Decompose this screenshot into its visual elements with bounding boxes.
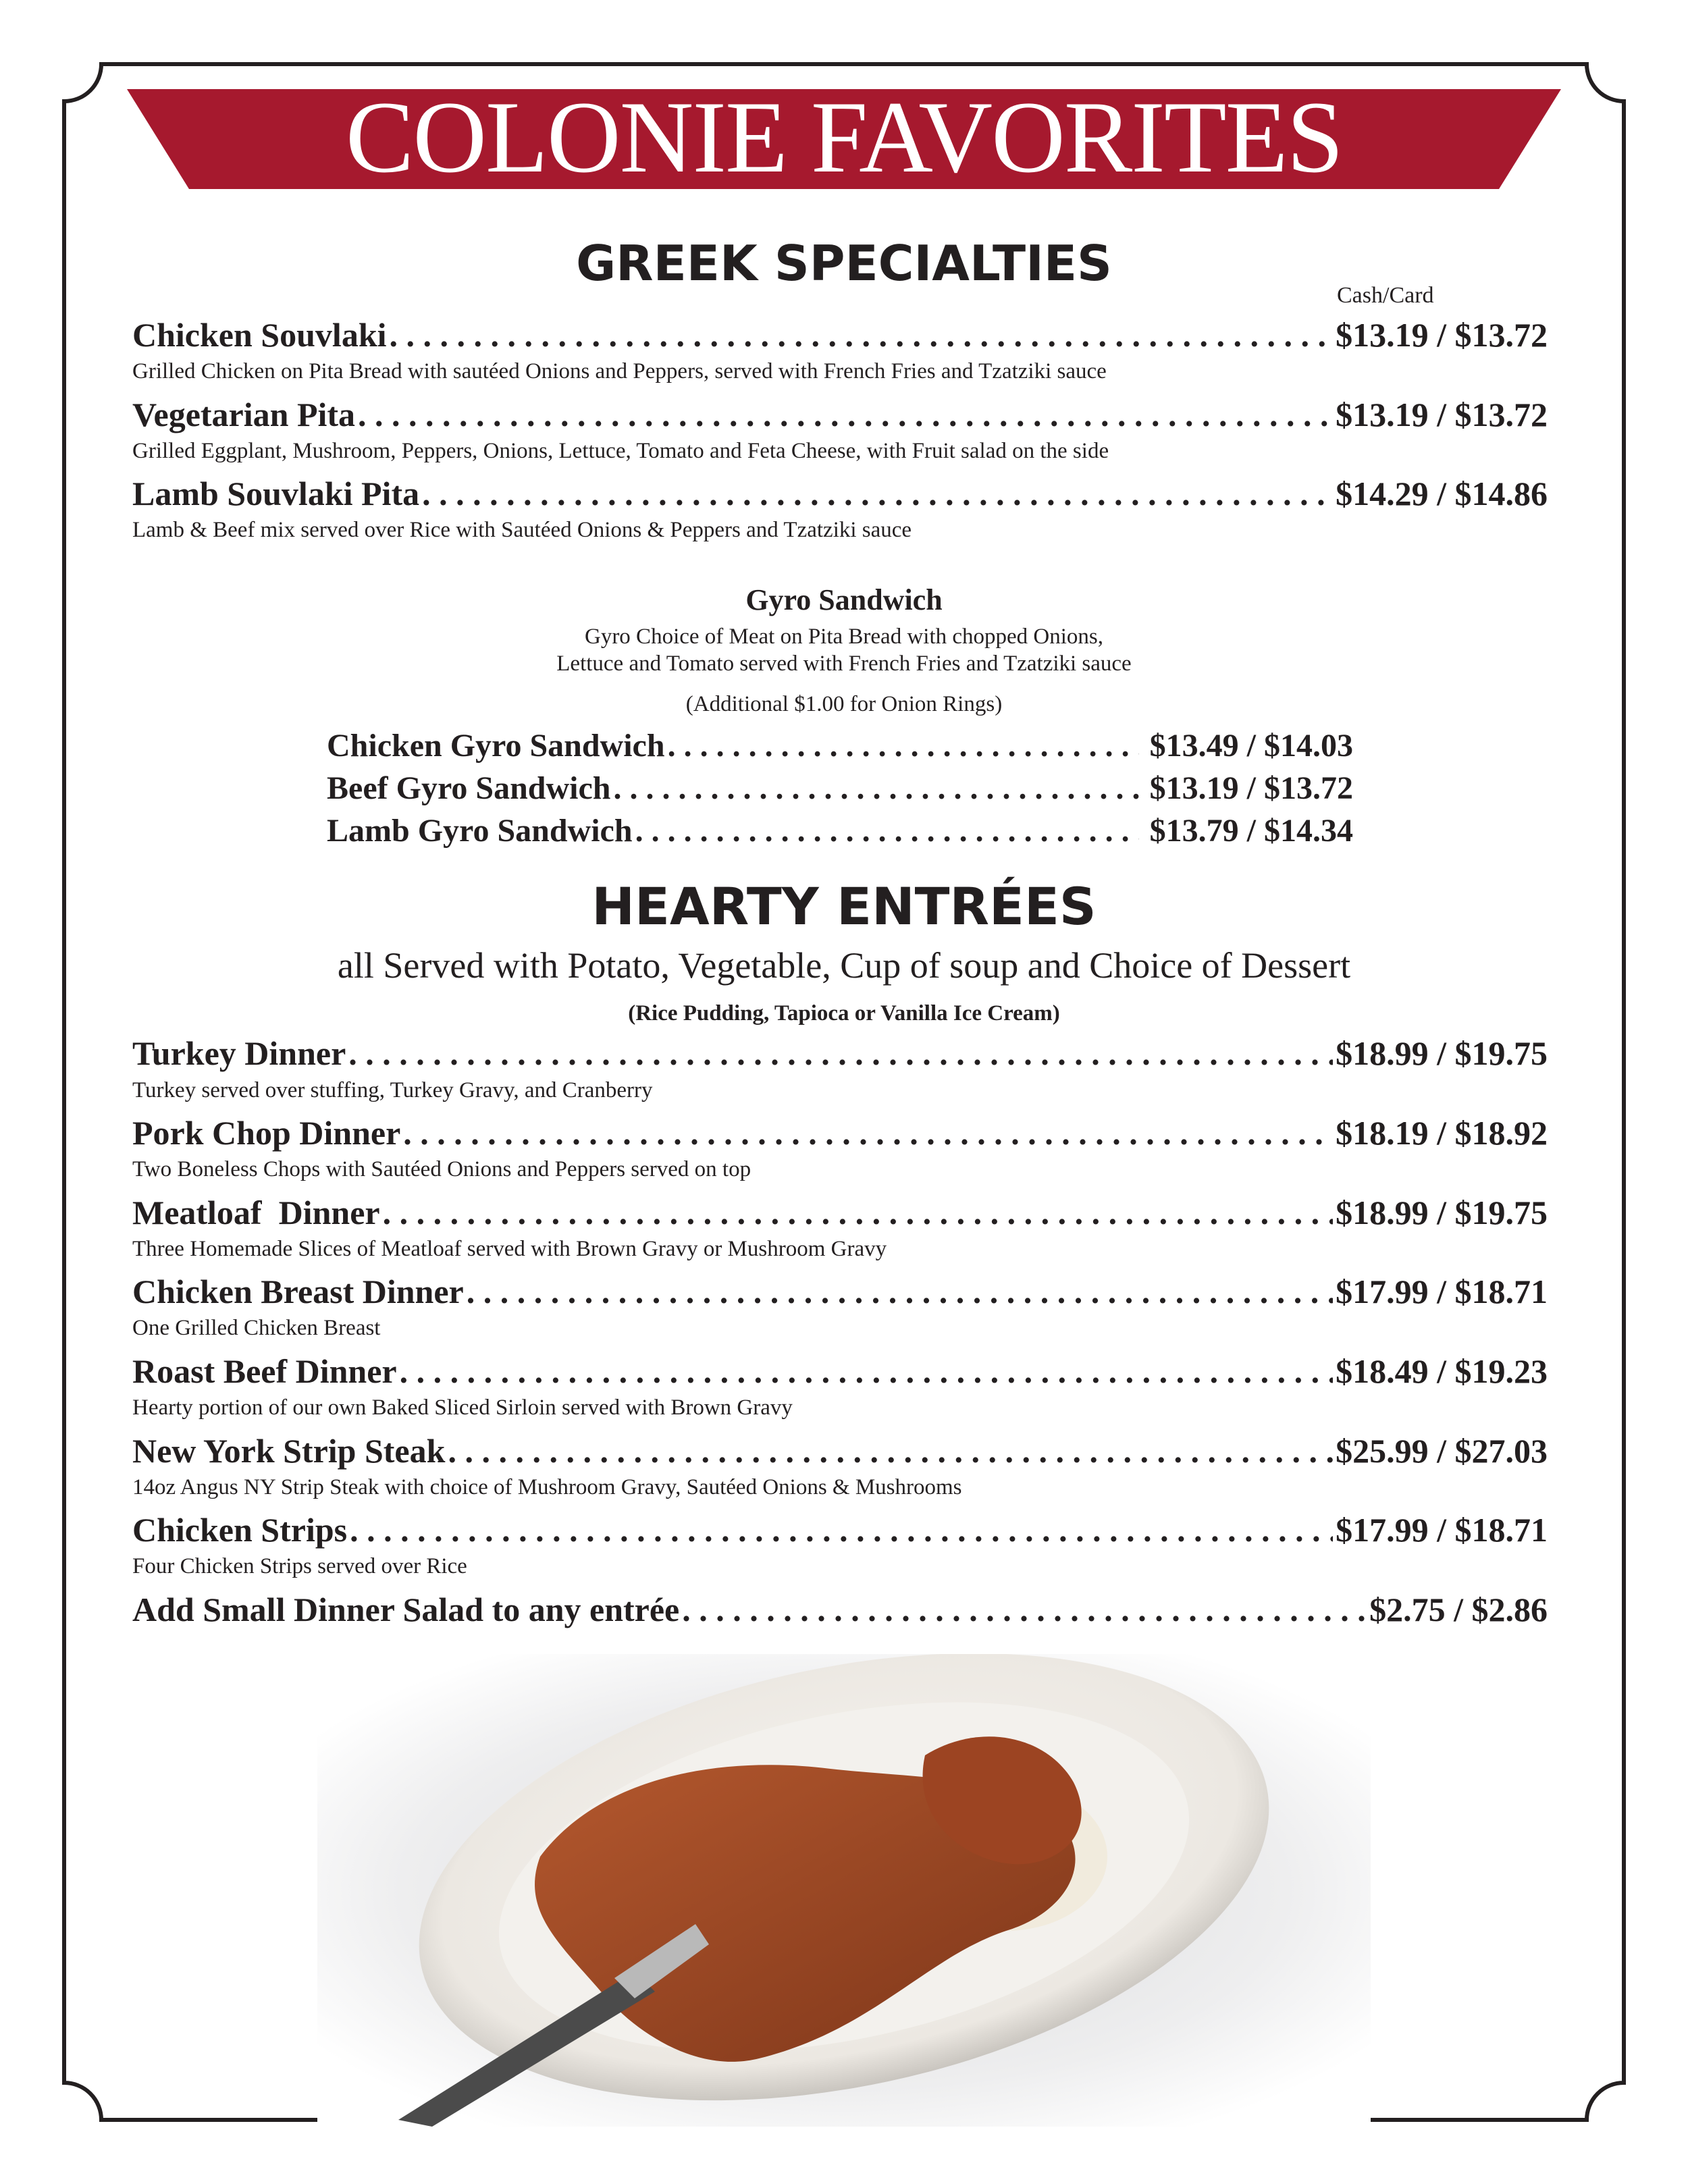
item-name: Add Small Dinner Salad to any entrée <box>132 1591 680 1628</box>
item-price: $13.19 / $13.72 <box>1149 770 1353 806</box>
page-title: COLONIE FAVORITES <box>345 80 1343 194</box>
leader-dots <box>422 473 1333 514</box>
item-price: $25.99 / $27.03 <box>1336 1432 1548 1470</box>
item-price: $18.99 / $19.75 <box>1336 1034 1548 1072</box>
leader-dots <box>390 315 1334 355</box>
item-name: Roast Beef Dinner <box>132 1352 397 1390</box>
item-price: $18.19 / $18.92 <box>1336 1114 1548 1152</box>
item-price: $17.99 / $18.71 <box>1336 1273 1548 1310</box>
hearty-section-title: HEARTY ENTRÉES <box>591 876 1097 936</box>
menu-item-chicken-souvlaki <box>132 315 1548 355</box>
leader-dots <box>448 1431 1333 1471</box>
leader-dots <box>383 1192 1334 1233</box>
item-price: $2.75 / $2.86 <box>1369 1591 1548 1628</box>
greek-section-title: GREEK SPECIALTIES <box>576 235 1112 292</box>
item-name: Chicken Strips <box>132 1511 348 1549</box>
item-price: $13.49 / $14.03 <box>1149 728 1353 764</box>
menu-item-pork-chop-dinner <box>132 1113 1548 1153</box>
menu-item-lamb-gyro <box>327 811 1353 851</box>
item-description: 14oz Angus NY Strip Steak with choice of Mushroom Gravy, Sautéed Onions & Mushrooms <box>132 1475 962 1499</box>
gyro-description-line-2: Lettuce and Tomato served with French Fries and Tzatziki sauce <box>556 651 1132 676</box>
gyro-title: Gyro Sandwich <box>745 583 943 616</box>
menu-item-chicken-strips <box>132 1510 1548 1550</box>
menu-item-chicken-gyro <box>327 726 1353 766</box>
dessert-note: (Rice Pudding, Tapioca or Vanilla Ice Cream) <box>628 1001 1060 1026</box>
item-name: Pork Chop Dinner <box>132 1114 401 1152</box>
menu-item-turkey-dinner <box>132 1033 1548 1073</box>
item-price: $17.99 / $18.71 <box>1336 1511 1548 1549</box>
leader-dots <box>668 726 1139 766</box>
item-description: Lamb & Beef mix served over Rice with Sautéed Onions & Peppers and Tzatziki sauce <box>132 518 912 542</box>
leader-dots <box>635 811 1139 851</box>
onion-rings-note: (Additional $1.00 for Onion Rings) <box>685 692 1003 716</box>
item-description: Three Homemade Slices of Meatloaf served with Brown Gravy or Mushroom Gravy <box>132 1237 887 1261</box>
item-description: Hearty portion of our own Baked Sliced Sirloin served with Brown Gravy <box>132 1395 793 1420</box>
menu-item-dinner-salad-addon <box>132 1589 1548 1630</box>
item-name: Vegetarian Pita <box>132 396 356 433</box>
item-price: $18.49 / $19.23 <box>1336 1352 1548 1390</box>
item-price: $13.19 / $13.72 <box>1336 396 1548 433</box>
leader-dots <box>403 1113 1333 1153</box>
food-photo <box>317 1654 1371 2127</box>
gyro-description-line-1: Gyro Choice of Meat on Pita Bread with chopped Onions, <box>584 624 1104 649</box>
item-name: Turkey Dinner <box>132 1034 346 1072</box>
menu-item-beef-gyro <box>327 769 1353 808</box>
item-name: Lamb Gyro Sandwich <box>327 813 633 849</box>
menu-item-lamb-souvlaki-pita <box>132 473 1548 514</box>
item-description: Two Boneless Chops with Sautéed Onions and Peppers served on top <box>132 1157 751 1181</box>
leader-dots <box>613 769 1138 808</box>
item-name: Chicken Gyro Sandwich <box>327 728 665 764</box>
item-price: $18.99 / $19.75 <box>1336 1194 1548 1231</box>
item-description: Turkey served over stuffing, Turkey Gravy, and Cranberry <box>132 1078 653 1102</box>
item-price: $13.19 / $13.72 <box>1336 316 1548 354</box>
item-name: Chicken Souvlaki <box>132 316 387 354</box>
item-price: $13.79 / $14.34 <box>1149 813 1353 849</box>
leader-dots <box>350 1510 1333 1550</box>
menu-item-vegetarian-pita <box>132 394 1548 435</box>
item-name: Lamb Souvlaki Pita <box>132 475 420 512</box>
item-name: Meatloaf Dinner <box>132 1194 380 1231</box>
cash-card-label: Cash/Card <box>1337 283 1434 308</box>
item-description: One Grilled Chicken Breast <box>132 1316 381 1340</box>
item-description: Four Chicken Strips served over Rice <box>132 1554 467 1578</box>
item-name: New York Strip Steak <box>132 1432 446 1470</box>
leader-dots <box>400 1351 1333 1391</box>
menu-item-meatloaf-dinner <box>132 1192 1548 1233</box>
leader-dots <box>358 394 1333 435</box>
hearty-subtitle: all Served with Potato, Vegetable, Cup of soup and Choice of Dessert <box>337 945 1351 986</box>
leader-dots <box>348 1033 1333 1073</box>
menu-item-ny-strip-steak <box>132 1431 1548 1471</box>
item-price: $14.29 / $14.86 <box>1336 475 1548 512</box>
item-description: Grilled Eggplant, Mushroom, Peppers, Onions, Lettuce, Tomato and Feta Cheese, with Fruit salad on the side <box>132 439 1109 463</box>
menu-item-chicken-breast-dinner <box>132 1271 1548 1312</box>
item-description: Grilled Chicken on Pita Bread with sautéed Onions and Peppers, served with French Fries and Tzatziki sauce <box>132 359 1107 383</box>
leader-dots <box>467 1271 1333 1312</box>
item-name: Beef Gyro Sandwich <box>327 770 611 806</box>
item-name: Chicken Breast Dinner <box>132 1273 464 1310</box>
leader-dots <box>682 1589 1367 1630</box>
menu-item-roast-beef-dinner <box>132 1351 1548 1391</box>
